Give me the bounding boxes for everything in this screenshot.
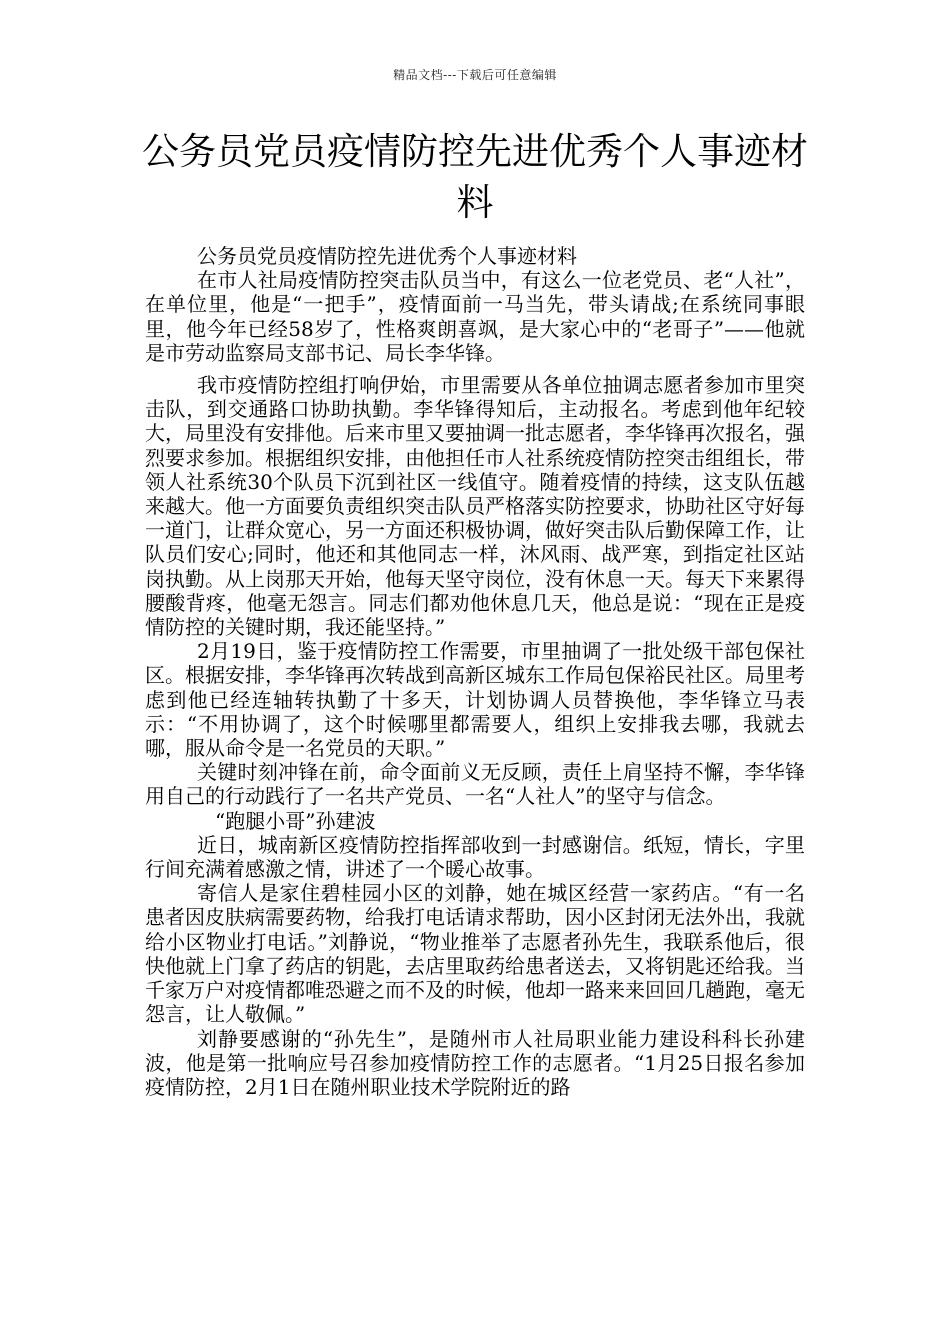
page-header: 精品文档---下载后可任意编辑 bbox=[393, 68, 557, 82]
section-heading: “跑腿小哥”孙建波 bbox=[215, 808, 376, 833]
document-body bbox=[145, 244, 805, 1099]
body-paragraph: 我市疫情防控组打响伊始，市里需要从各单位抽调志愿者参加市里突击队，到交通路口协助执勤。李华锋得知后，主动报名。考虑到他年纪较大，局里没有安排他。后来市里又要抽调一批志愿者，李华锋再次报名，强烈要求参加。根据组织安排，由他担任市人社系统疫情防控突击组组长，带领人社系统30个队员下沉到社区一线值守。随着疫情的持续，这支队伍越来越大。他一方面要负责组织突击队员严格落实防控要求，协助社区守好每一道门，让群众宽心，另一方面还积极协调，做好突击队后勤保障工作，让队员们安心;同时，他还和其他同志一样，沐风雨、战严寒，到指定社区站岗执勤。从上岗那天开始，他每天坚守岗位，没有休息一天。每天下来累得腰酸背疼，他毫无怨言。同志们都劝他休息几天，他总是说：“现在正是疫情防控的关键时期，我还能坚持。” bbox=[145, 373, 805, 640]
subtitle-paragraph: 公务员党员疫情防控先进优秀个人事迹材料 bbox=[197, 244, 577, 268]
body-paragraph: 近日，城南新区疫情防控指挥部收到一封感谢信。纸短，情长，字里行间充满着感激之情，讲述了一个暖心故事。 bbox=[145, 832, 805, 882]
body-paragraph: 在市人社局疫情防控突击队员当中，有这么一位老党员、老“人社”，在单位里，他是“一把手”，疫情面前一马当先，带头请战;在系统同事眼里，他今年已经58岁了，性格爽朗喜飒，是大家心中的“老哥子”——他就是市劳动监察局支部书记、局长李华锋。 bbox=[145, 268, 805, 365]
document-title: 公务员党员疫情防控先进优秀个人事迹材料 bbox=[142, 130, 808, 224]
body-paragraph: 刘静要感谢的“孙先生”，是随州市人社局职业能力建设科科长孙建波，他是第一批响应号召参加疫情防控工作的志愿者。“1月25日报名参加疫情防控，2月1日在随州职业技术学院附近的路 bbox=[145, 1026, 805, 1099]
body-paragraph: 关键时刻冲锋在前，命令面前义无反顾，责任上肩坚持不懈，李华锋用自己的行动践行了一名共产党员、一名“人社人”的坚守与信念。 bbox=[145, 760, 805, 809]
body-paragraph: 寄信人是家住碧桂园小区的刘静，她在城区经营一家药店。“有一名患者因皮肤病需要药物，给我打电话请求帮助，因小区封闭无法外出，我就给小区物业打电话。”刘静说，“物业推举了志愿者孙先生，我联系他后，很快他就上门拿了药店的钥匙，去店里取药给患者送去，又将钥匙还给我。当千家万户对疫情都唯恐避之而不及的时候，他却一路来来回回几趟跑，毫无怨言，让人敬佩。” bbox=[145, 881, 805, 1027]
body-paragraph: 2月19日，鉴于疫情防控工作需要，市里抽调了一批处级干部包保社区。根据安排，李华锋再次转战到高新区城东工作局包保裕民社区。局里考虑到他已经连轴转执勤了十多天，计划协调人员替换他，李华锋立马表示：“不用协调了，这个时候哪里都需要人，组织上安排我去哪，我就去哪，服从命令是一名党员的天职。” bbox=[145, 639, 805, 761]
